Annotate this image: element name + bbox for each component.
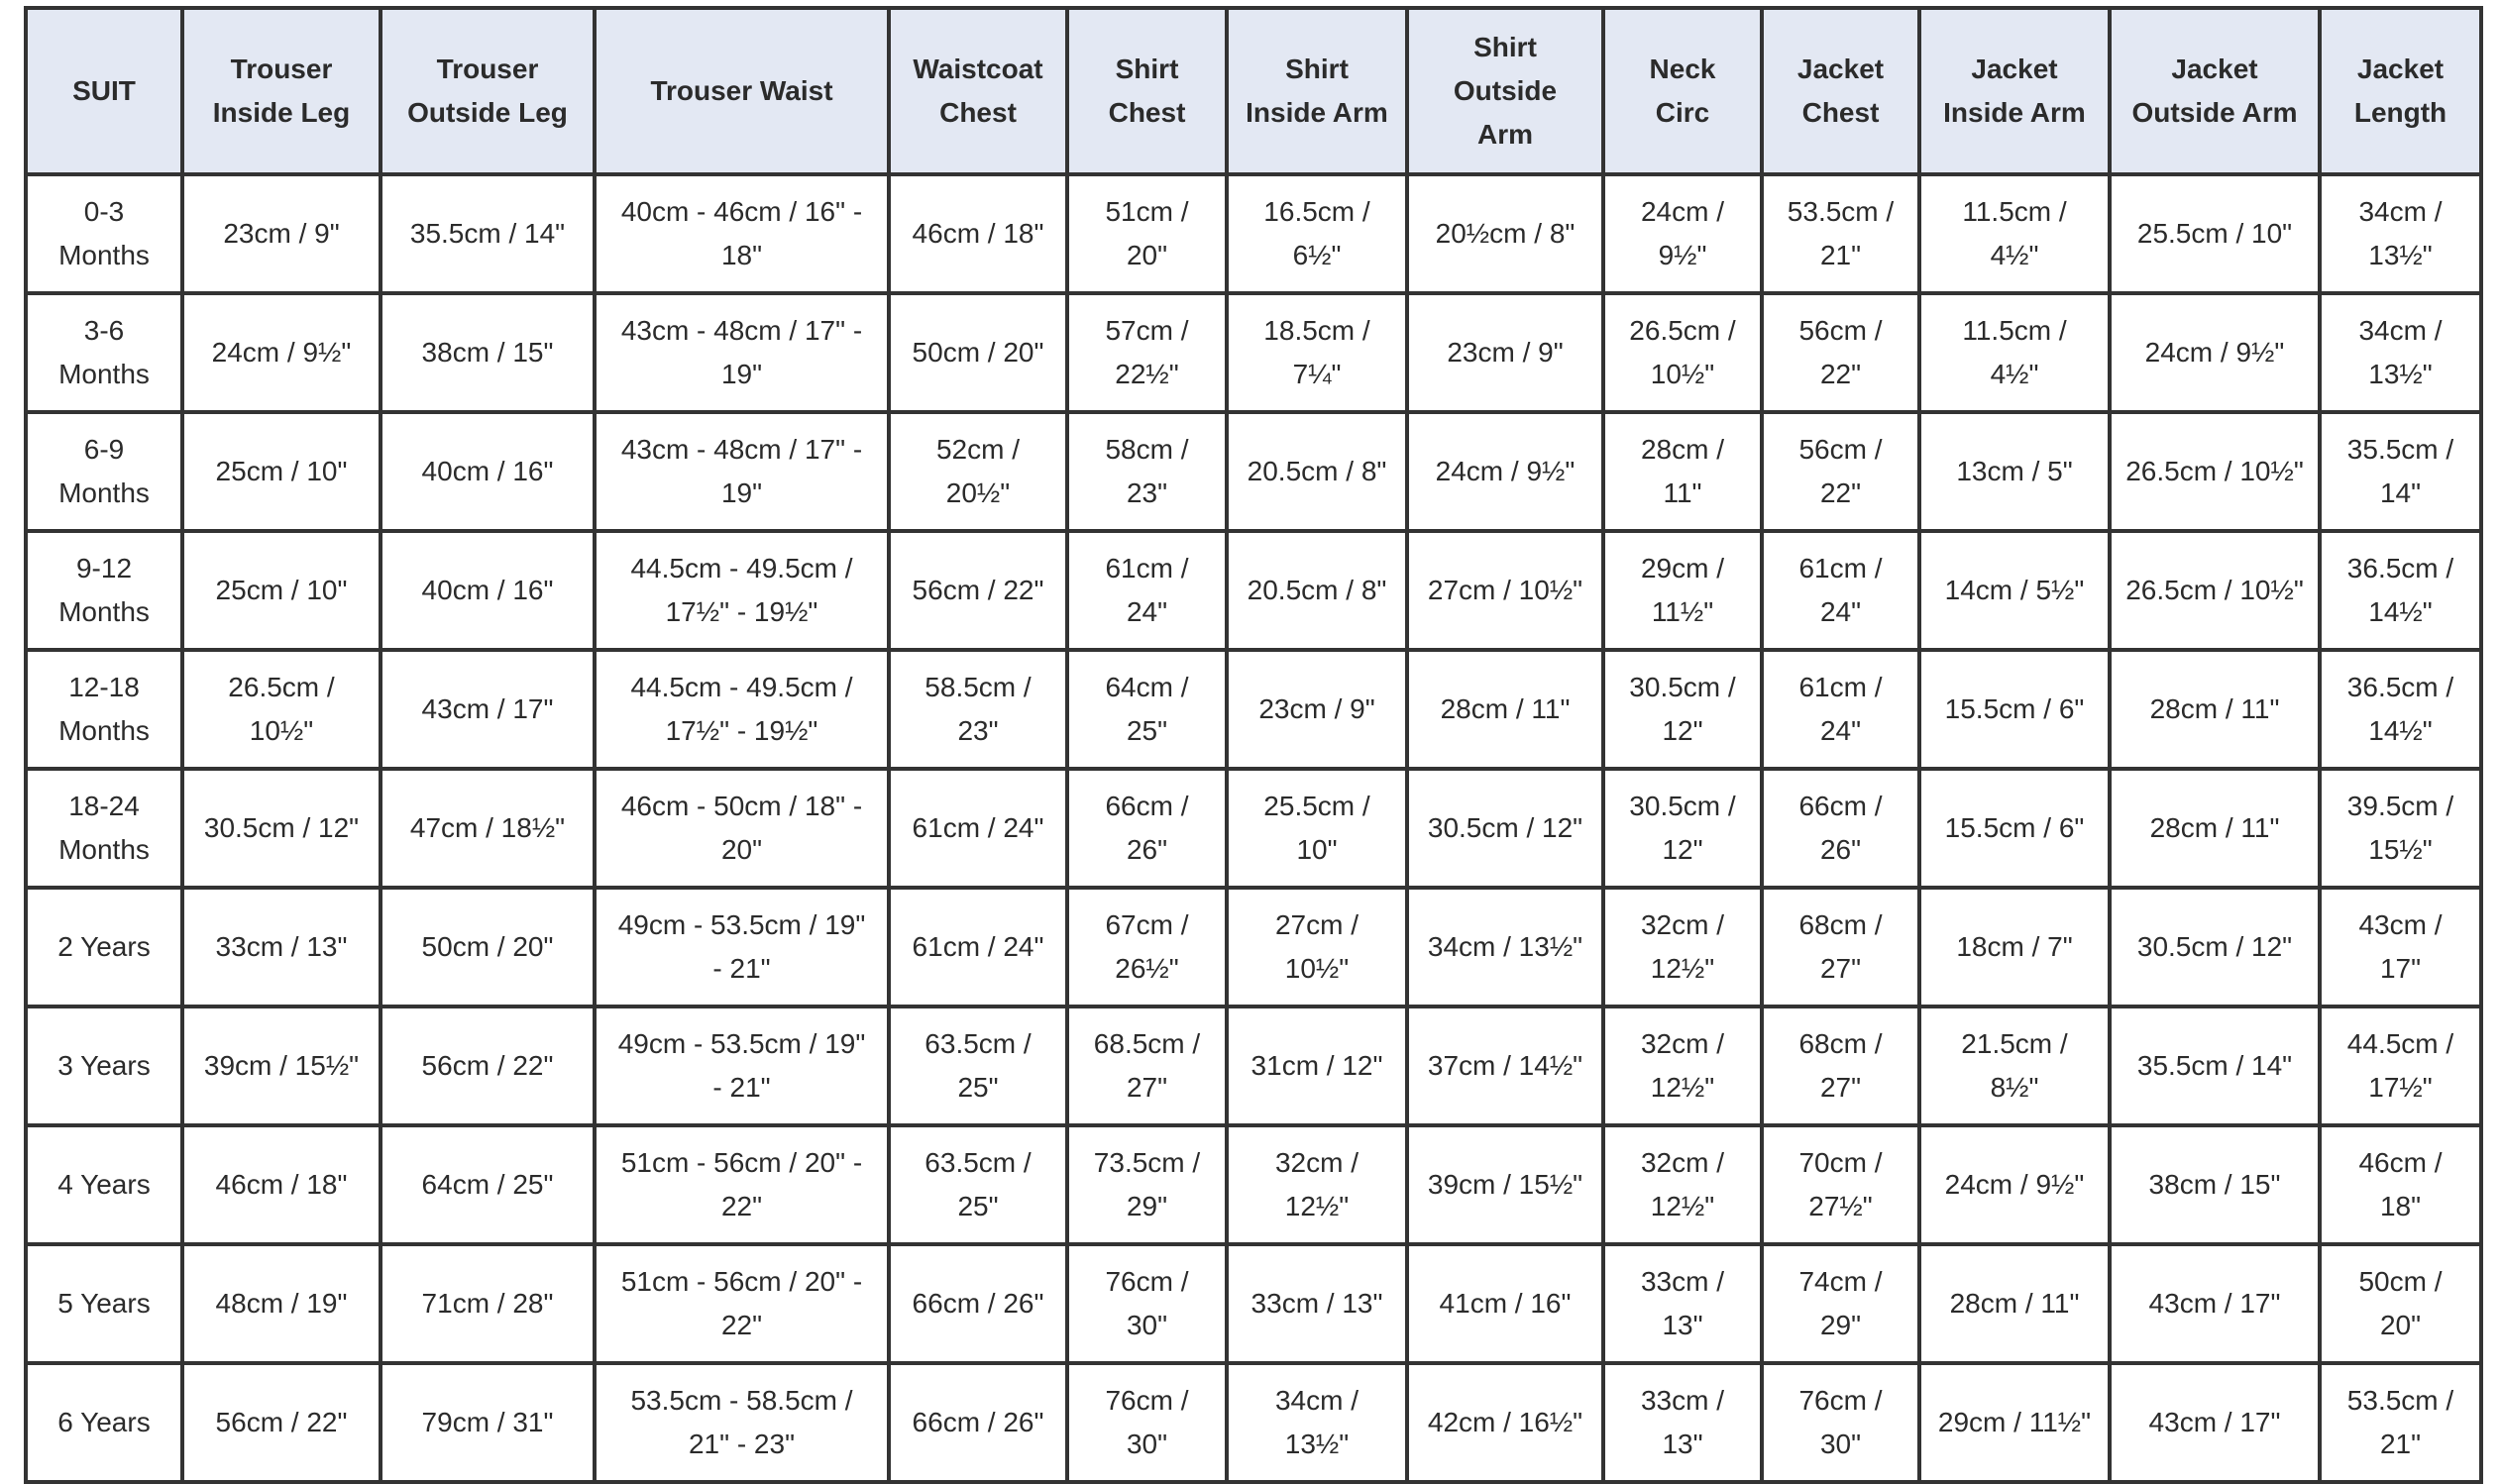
measurement-cell: 34cm / 13½"	[2320, 174, 2481, 293]
column-header: Jacket Outside Arm	[2110, 8, 2320, 174]
measurement-cell: 50cm / 20"	[889, 293, 1067, 412]
measurement-cell: 44.5cm / 17½"	[2320, 1007, 2481, 1125]
measurement-cell: 23cm / 9"	[182, 174, 381, 293]
measurement-cell: 66cm / 26"	[1067, 769, 1227, 888]
column-header: SUIT	[26, 8, 182, 174]
measurement-cell: 61cm / 24"	[1762, 650, 1919, 769]
measurement-cell: 36.5cm / 14½"	[2320, 650, 2481, 769]
size-label-cell: 6-9 Months	[26, 412, 182, 531]
measurement-cell: 56cm / 22"	[381, 1007, 595, 1125]
measurement-cell: 39.5cm / 15½"	[2320, 769, 2481, 888]
table-body	[26, 174, 2481, 1482]
measurement-cell: 46cm / 18"	[889, 174, 1067, 293]
measurement-cell: 49cm - 53.5cm / 19" - 21"	[595, 888, 889, 1007]
measurement-cell: 31cm / 12"	[1227, 1007, 1407, 1125]
size-label-cell: 5 Years	[26, 1244, 182, 1363]
measurement-cell: 28cm / 11"	[1603, 412, 1762, 531]
measurement-cell: 25.5cm / 10"	[1227, 769, 1407, 888]
table-row	[26, 1125, 2481, 1244]
measurement-cell: 21.5cm / 8½"	[1919, 1007, 2110, 1125]
column-header: Jacket Length	[2320, 8, 2481, 174]
column-header: Shirt Outside Arm	[1407, 8, 1603, 174]
measurement-cell: 50cm / 20"	[381, 888, 595, 1007]
measurement-cell: 68cm / 27"	[1762, 1007, 1919, 1125]
measurement-cell: 28cm / 11"	[2110, 650, 2320, 769]
measurement-cell: 32cm / 12½"	[1227, 1125, 1407, 1244]
measurement-cell: 43cm - 48cm / 17" - 19"	[595, 293, 889, 412]
measurement-cell: 13cm / 5"	[1919, 412, 2110, 531]
header-row	[26, 8, 2481, 174]
size-chart-container	[24, 6, 2479, 1484]
measurement-cell: 26.5cm / 10½"	[1603, 293, 1762, 412]
measurement-cell: 18cm / 7"	[1919, 888, 2110, 1007]
size-label-cell: 9-12 Months	[26, 531, 182, 650]
measurement-cell: 24cm / 9½"	[2110, 293, 2320, 412]
measurement-cell: 76cm / 30"	[1067, 1363, 1227, 1482]
measurement-cell: 47cm / 18½"	[381, 769, 595, 888]
measurement-cell: 64cm / 25"	[1067, 650, 1227, 769]
measurement-cell: 24cm / 9½"	[182, 293, 381, 412]
measurement-cell: 40cm / 16"	[381, 531, 595, 650]
measurement-cell: 43cm / 17"	[2110, 1363, 2320, 1482]
measurement-cell: 50cm / 20"	[2320, 1244, 2481, 1363]
measurement-cell: 37cm / 14½"	[1407, 1007, 1603, 1125]
measurement-cell: 27cm / 10½"	[1407, 531, 1603, 650]
measurement-cell: 35.5cm / 14"	[381, 174, 595, 293]
measurement-cell: 29cm / 11½"	[1603, 531, 1762, 650]
table-row	[26, 1363, 2481, 1482]
measurement-cell: 20.5cm / 8"	[1227, 412, 1407, 531]
measurement-cell: 26.5cm / 10½"	[182, 650, 381, 769]
measurement-cell: 49cm - 53.5cm / 19" - 21"	[595, 1007, 889, 1125]
measurement-cell: 25cm / 10"	[182, 412, 381, 531]
column-header: Trouser Waist	[595, 8, 889, 174]
measurement-cell: 56cm / 22"	[1762, 293, 1919, 412]
measurement-cell: 41cm / 16"	[1407, 1244, 1603, 1363]
measurement-cell: 43cm / 17"	[381, 650, 595, 769]
measurement-cell: 57cm / 22½"	[1067, 293, 1227, 412]
measurement-cell: 63.5cm / 25"	[889, 1125, 1067, 1244]
measurement-cell: 38cm / 15"	[2110, 1125, 2320, 1244]
measurement-cell: 53.5cm / 21"	[2320, 1363, 2481, 1482]
size-label-cell: 4 Years	[26, 1125, 182, 1244]
measurement-cell: 76cm / 30"	[1762, 1363, 1919, 1482]
measurement-cell: 61cm / 24"	[889, 888, 1067, 1007]
column-header: Waistcoat Chest	[889, 8, 1067, 174]
measurement-cell: 33cm / 13"	[1227, 1244, 1407, 1363]
column-header: Jacket Chest	[1762, 8, 1919, 174]
measurement-cell: 15.5cm / 6"	[1919, 650, 2110, 769]
table-row	[26, 650, 2481, 769]
table-row	[26, 1007, 2481, 1125]
measurement-cell: 30.5cm / 12"	[1407, 769, 1603, 888]
measurement-cell: 26.5cm / 10½"	[2110, 412, 2320, 531]
measurement-cell: 30.5cm / 12"	[1603, 769, 1762, 888]
size-label-cell: 12-18 Months	[26, 650, 182, 769]
size-chart-table	[24, 6, 2483, 1484]
column-header: Trouser Inside Leg	[182, 8, 381, 174]
measurement-cell: 53.5cm - 58.5cm / 21" - 23"	[595, 1363, 889, 1482]
measurement-cell: 24cm / 9½"	[1407, 412, 1603, 531]
measurement-cell: 39cm / 15½"	[182, 1007, 381, 1125]
measurement-cell: 56cm / 22"	[182, 1363, 381, 1482]
measurement-cell: 56cm / 22"	[1762, 412, 1919, 531]
measurement-cell: 29cm / 11½"	[1919, 1363, 2110, 1482]
size-label-cell: 2 Years	[26, 888, 182, 1007]
measurement-cell: 58cm / 23"	[1067, 412, 1227, 531]
measurement-cell: 25cm / 10"	[182, 531, 381, 650]
measurement-cell: 71cm / 28"	[381, 1244, 595, 1363]
measurement-cell: 34cm / 13½"	[2320, 293, 2481, 412]
measurement-cell: 30.5cm / 12"	[1603, 650, 1762, 769]
measurement-cell: 39cm / 15½"	[1407, 1125, 1603, 1244]
measurement-cell: 26.5cm / 10½"	[2110, 531, 2320, 650]
measurement-cell: 33cm / 13"	[1603, 1363, 1762, 1482]
measurement-cell: 64cm / 25"	[381, 1125, 595, 1244]
measurement-cell: 28cm / 11"	[1407, 650, 1603, 769]
measurement-cell: 32cm / 12½"	[1603, 888, 1762, 1007]
measurement-cell: 23cm / 9"	[1227, 650, 1407, 769]
measurement-cell: 14cm / 5½"	[1919, 531, 2110, 650]
measurement-cell: 30.5cm / 12"	[182, 769, 381, 888]
measurement-cell: 28cm / 11"	[2110, 769, 2320, 888]
table-row	[26, 174, 2481, 293]
measurement-cell: 70cm / 27½"	[1762, 1125, 1919, 1244]
measurement-cell: 66cm / 26"	[1762, 769, 1919, 888]
measurement-cell: 28cm / 11"	[1919, 1244, 2110, 1363]
measurement-cell: 27cm / 10½"	[1227, 888, 1407, 1007]
measurement-cell: 61cm / 24"	[1067, 531, 1227, 650]
measurement-cell: 42cm / 16½"	[1407, 1363, 1603, 1482]
measurement-cell: 32cm / 12½"	[1603, 1125, 1762, 1244]
measurement-cell: 52cm / 20½"	[889, 412, 1067, 531]
measurement-cell: 20½cm / 8"	[1407, 174, 1603, 293]
measurement-cell: 61cm / 24"	[1762, 531, 1919, 650]
table-row	[26, 769, 2481, 888]
column-header: Shirt Chest	[1067, 8, 1227, 174]
table-row	[26, 888, 2481, 1007]
measurement-cell: 53.5cm / 21"	[1762, 174, 1919, 293]
measurement-cell: 51cm - 56cm / 20" - 22"	[595, 1244, 889, 1363]
measurement-cell: 11.5cm / 4½"	[1919, 293, 2110, 412]
measurement-cell: 46cm / 18"	[182, 1125, 381, 1244]
measurement-cell: 43cm - 48cm / 17" - 19"	[595, 412, 889, 531]
size-label-cell: 3 Years	[26, 1007, 182, 1125]
measurement-cell: 34cm / 13½"	[1227, 1363, 1407, 1482]
measurement-cell: 35.5cm / 14"	[2320, 412, 2481, 531]
measurement-cell: 56cm / 22"	[889, 531, 1067, 650]
measurement-cell: 76cm / 30"	[1067, 1244, 1227, 1363]
column-header: Neck Circ	[1603, 8, 1762, 174]
measurement-cell: 43cm / 17"	[2110, 1244, 2320, 1363]
measurement-cell: 32cm / 12½"	[1603, 1007, 1762, 1125]
size-label-cell: 0-3 Months	[26, 174, 182, 293]
measurement-cell: 36.5cm / 14½"	[2320, 531, 2481, 650]
column-header: Shirt Inside Arm	[1227, 8, 1407, 174]
measurement-cell: 67cm / 26½"	[1067, 888, 1227, 1007]
measurement-cell: 63.5cm / 25"	[889, 1007, 1067, 1125]
measurement-cell: 18.5cm / 7¼"	[1227, 293, 1407, 412]
size-label-cell: 6 Years	[26, 1363, 182, 1482]
measurement-cell: 66cm / 26"	[889, 1363, 1067, 1482]
table-row	[26, 293, 2481, 412]
measurement-cell: 43cm / 17"	[2320, 888, 2481, 1007]
measurement-cell: 51cm / 20"	[1067, 174, 1227, 293]
size-label-cell: 18-24 Months	[26, 769, 182, 888]
column-header: Jacket Inside Arm	[1919, 8, 2110, 174]
measurement-cell: 74cm / 29"	[1762, 1244, 1919, 1363]
measurement-cell: 61cm / 24"	[889, 769, 1067, 888]
table-row	[26, 412, 2481, 531]
measurement-cell: 38cm / 15"	[381, 293, 595, 412]
measurement-cell: 68cm / 27"	[1762, 888, 1919, 1007]
measurement-cell: 34cm / 13½"	[1407, 888, 1603, 1007]
measurement-cell: 30.5cm / 12"	[2110, 888, 2320, 1007]
measurement-cell: 46cm / 18"	[2320, 1125, 2481, 1244]
size-label-cell: 3-6 Months	[26, 293, 182, 412]
measurement-cell: 79cm / 31"	[381, 1363, 595, 1482]
measurement-cell: 46cm - 50cm / 18" - 20"	[595, 769, 889, 888]
table-row	[26, 531, 2481, 650]
measurement-cell: 23cm / 9"	[1407, 293, 1603, 412]
measurement-cell: 16.5cm / 6½"	[1227, 174, 1407, 293]
measurement-cell: 24cm / 9½"	[1603, 174, 1762, 293]
measurement-cell: 25.5cm / 10"	[2110, 174, 2320, 293]
table-row	[26, 1244, 2481, 1363]
measurement-cell: 35.5cm / 14"	[2110, 1007, 2320, 1125]
measurement-cell: 11.5cm / 4½"	[1919, 174, 2110, 293]
measurement-cell: 66cm / 26"	[889, 1244, 1067, 1363]
measurement-cell: 40cm / 16"	[381, 412, 595, 531]
measurement-cell: 58.5cm / 23"	[889, 650, 1067, 769]
measurement-cell: 68.5cm / 27"	[1067, 1007, 1227, 1125]
measurement-cell: 33cm / 13"	[1603, 1244, 1762, 1363]
measurement-cell: 40cm - 46cm / 16" - 18"	[595, 174, 889, 293]
measurement-cell: 73.5cm / 29"	[1067, 1125, 1227, 1244]
table-header	[26, 8, 2481, 174]
column-header: Trouser Outside Leg	[381, 8, 595, 174]
measurement-cell: 51cm - 56cm / 20" - 22"	[595, 1125, 889, 1244]
measurement-cell: 48cm / 19"	[182, 1244, 381, 1363]
measurement-cell: 33cm / 13"	[182, 888, 381, 1007]
measurement-cell: 15.5cm / 6"	[1919, 769, 2110, 888]
measurement-cell: 44.5cm - 49.5cm / 17½" - 19½"	[595, 531, 889, 650]
measurement-cell: 44.5cm - 49.5cm / 17½" - 19½"	[595, 650, 889, 769]
measurement-cell: 24cm / 9½"	[1919, 1125, 2110, 1244]
measurement-cell: 20.5cm / 8"	[1227, 531, 1407, 650]
